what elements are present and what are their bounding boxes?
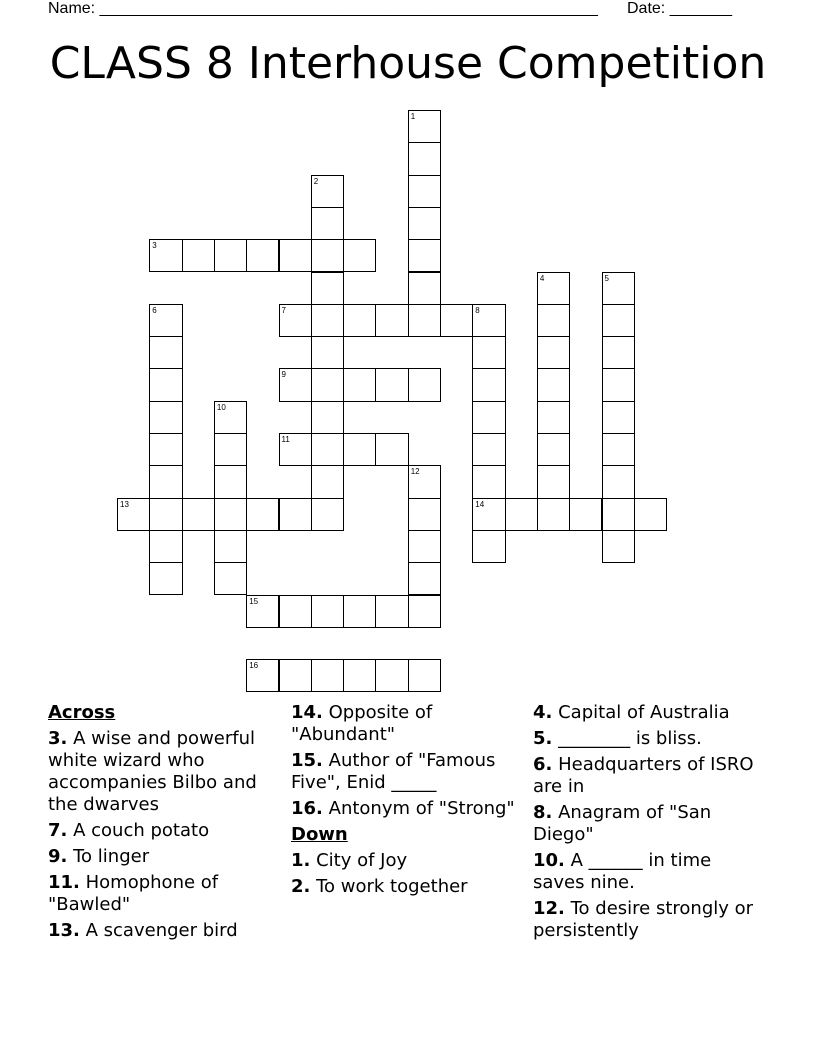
clue-column-1 — [48, 702, 288, 946]
grid-cell — [246, 239, 279, 272]
grid-cell — [602, 368, 635, 401]
clue-number-label: 2 — [313, 176, 319, 186]
grid-cell — [311, 368, 344, 401]
grid-cell — [343, 368, 376, 401]
grid-cell — [408, 175, 441, 208]
clue-number: 7. — [48, 820, 68, 841]
clue-number-label: 10 — [216, 402, 226, 412]
grid-cell — [214, 498, 247, 531]
grid-cell — [311, 401, 344, 434]
clue-down-6 — [533, 754, 763, 798]
grid-cell — [537, 498, 570, 531]
clue-down-12 — [533, 898, 763, 942]
grid-cell — [602, 336, 635, 369]
clue-across-9 — [48, 846, 288, 868]
clue-text: To desire strongly or persistently — [533, 898, 754, 941]
clue-number-label: 13 — [120, 499, 129, 509]
grid-cell — [311, 239, 344, 272]
grid-cell — [375, 433, 408, 466]
grid-cell — [214, 530, 247, 563]
grid-cell — [602, 465, 635, 498]
down-heading: Down — [291, 824, 348, 845]
clue-number-label: 12 — [410, 467, 420, 477]
clue-number: 2. — [291, 876, 311, 897]
clue-number: 14. — [291, 702, 323, 723]
grid-cell — [602, 530, 635, 563]
grid-cell — [602, 304, 635, 337]
clue-number: 10. — [533, 850, 565, 871]
grid-cell — [569, 498, 602, 531]
clue-text: To work together — [316, 876, 468, 897]
clue-across-16 — [291, 798, 523, 820]
grid-cell — [343, 239, 376, 272]
grid-cell — [505, 498, 538, 531]
clue-number: 11. — [48, 872, 80, 893]
grid-cell — [311, 498, 344, 531]
clue-column-3 — [533, 702, 763, 946]
grid-cell — [279, 239, 312, 272]
grid-cell — [149, 401, 182, 434]
grid-cell — [634, 498, 667, 531]
clue-number: 13. — [48, 920, 80, 941]
grid-cell — [602, 401, 635, 434]
grid-cell — [472, 433, 505, 466]
grid-cell — [408, 272, 441, 305]
grid-cell — [149, 368, 182, 401]
grid-cell — [311, 207, 344, 240]
clue-number-label: 15 — [249, 596, 259, 606]
clue-number-label: 9 — [281, 370, 286, 380]
clue-number: 16. — [291, 798, 323, 819]
clue-text: Headquarters of ISRO are in — [533, 754, 754, 797]
grid-cell — [472, 465, 505, 498]
clue-number-label: 1 — [410, 112, 416, 121]
clue-number: 12. — [533, 898, 565, 919]
grid-cell — [343, 304, 376, 337]
grid-cell — [149, 433, 182, 466]
clue-number: 5. — [533, 728, 553, 749]
grid-cell — [375, 659, 408, 692]
grid-cell — [279, 595, 312, 628]
grid-cell — [375, 368, 408, 401]
grid-cell — [214, 239, 247, 272]
grid-cell — [149, 465, 182, 498]
clue-number-label: 16 — [249, 661, 259, 671]
grid-cell — [246, 498, 279, 531]
grid-cell — [537, 368, 570, 401]
clue-text: A ______ in time saves nine. — [533, 850, 712, 893]
clue-across-14 — [291, 702, 523, 746]
grid-cell — [537, 336, 570, 369]
clue-down-10 — [533, 850, 763, 894]
grid-cell — [279, 498, 312, 531]
clue-number-label: 14 — [475, 499, 485, 509]
clue-text: To linger — [73, 846, 150, 867]
clue-text: City of Joy — [316, 850, 408, 871]
grid-cell — [472, 368, 505, 401]
clue-across-15 — [291, 750, 523, 794]
grid-cell — [343, 433, 376, 466]
grid-cell — [472, 530, 505, 563]
grid-cell — [408, 304, 441, 337]
grid-cell — [408, 498, 441, 531]
clue-text: Antonym of "Strong" — [328, 798, 515, 819]
grid-cell — [279, 659, 312, 692]
grid-cell — [408, 239, 441, 272]
grid-cell — [182, 239, 215, 272]
grid-cell — [214, 465, 247, 498]
grid-cell — [408, 562, 441, 595]
grid-cell — [602, 433, 635, 466]
grid-cell — [408, 142, 441, 175]
clue-text: Capital of Australia — [558, 702, 730, 723]
across-heading: Across — [48, 702, 116, 723]
clue-number-label: 6 — [152, 305, 157, 315]
grid-cell — [149, 562, 182, 595]
clue-text: A scavenger bird — [85, 920, 238, 941]
grid-cell — [375, 304, 408, 337]
date-field-label: Date: _______ — [627, 0, 732, 17]
clue-column-2 — [291, 702, 523, 902]
clue-text: Homophone of "Bawled" — [48, 872, 219, 915]
grid-cell — [343, 659, 376, 692]
grid-cell — [440, 304, 473, 337]
grid-cell — [375, 595, 408, 628]
clue-number-label: 3 — [152, 241, 157, 251]
page-title: CLASS 8 Interhouse Competition — [49, 38, 767, 89]
grid-cell — [311, 659, 344, 692]
clue-down-2 — [291, 876, 523, 898]
clue-number: 9. — [48, 846, 68, 867]
clue-down-8 — [533, 802, 763, 846]
grid-cell — [311, 336, 344, 369]
clue-number: 8. — [533, 802, 553, 823]
clue-number: 3. — [48, 728, 68, 749]
grid-cell — [343, 595, 376, 628]
grid-cell — [149, 530, 182, 563]
grid-cell — [311, 272, 344, 305]
clue-text: Opposite of "Abundant" — [291, 702, 433, 745]
clue-number-label: 4 — [539, 273, 545, 283]
clue-number: 15. — [291, 750, 323, 771]
grid-cell — [537, 401, 570, 434]
clue-text: A wise and powerful white wizard who accompanies Bilbo and the dwarves — [48, 728, 257, 815]
grid-cell — [408, 530, 441, 563]
clue-number: 6. — [533, 754, 553, 775]
clue-text: ________ is bliss. — [558, 728, 702, 749]
grid-cell — [537, 304, 570, 337]
grid-cell — [214, 562, 247, 595]
grid-cell — [149, 498, 182, 531]
grid-cell — [311, 595, 344, 628]
grid-cell — [408, 368, 441, 401]
grid-cell — [472, 401, 505, 434]
grid-cell — [149, 336, 182, 369]
clue-across-3 — [48, 728, 288, 816]
clue-down-1 — [291, 850, 523, 872]
clue-number-label: 8 — [475, 305, 480, 315]
clue-across-11 — [48, 872, 288, 916]
grid-cell — [472, 336, 505, 369]
clue-number-label: 5 — [604, 273, 609, 283]
grid-cell — [311, 433, 344, 466]
clue-text: A couch potato — [73, 820, 210, 841]
name-field-label: Name: ________________________________________________________ — [48, 0, 598, 17]
grid-cell — [214, 433, 247, 466]
clue-down-5 — [533, 728, 763, 750]
grid-cell — [311, 465, 344, 498]
clue-down-4 — [533, 702, 763, 724]
grid-cell — [537, 465, 570, 498]
clue-number-label: 11 — [281, 435, 290, 444]
grid-cell — [182, 498, 215, 531]
clue-across-7 — [48, 820, 288, 842]
clue-number-label: 7 — [281, 305, 286, 315]
clue-text: Author of "Famous Five", Enid _____ — [291, 750, 496, 793]
clue-text: Anagram of "San Diego" — [533, 802, 712, 845]
grid-cell — [311, 304, 344, 337]
grid-cell — [408, 659, 441, 692]
grid-cell — [408, 207, 441, 240]
clue-across-13 — [48, 920, 288, 942]
grid-cell — [408, 595, 441, 628]
clue-number: 1. — [291, 850, 311, 871]
clue-number: 4. — [533, 702, 553, 723]
grid-cell — [602, 498, 635, 531]
grid-cell — [537, 433, 570, 466]
